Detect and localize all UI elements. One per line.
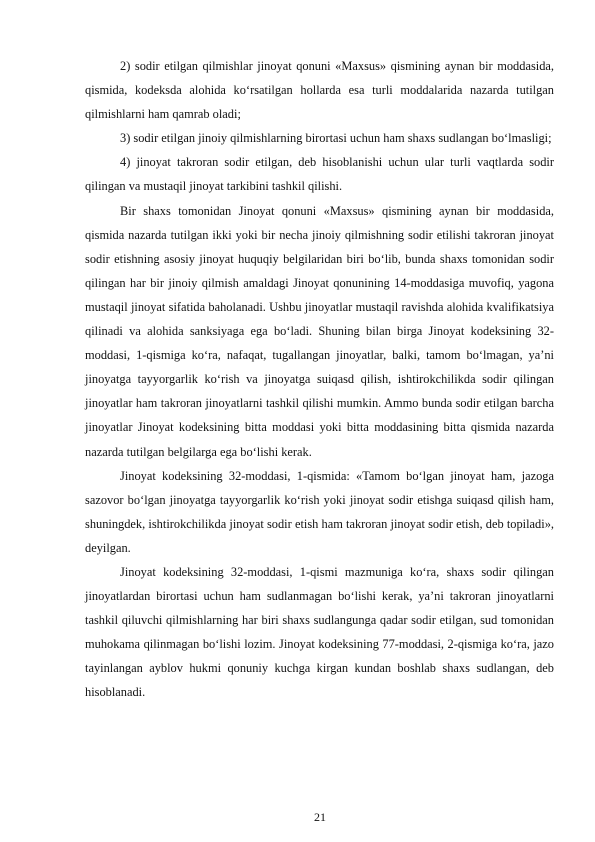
paragraph-item-3: 3) sodir etilgan jinoiy qilmishlarning birortasi uchun ham shaxs sudlangan bo‘lmasligi; — [120, 131, 552, 146]
paragraph-repeat-crime-features: Bir shaxs tomonidan Jinoyat qonuni «Maxsus» qismining aynan bir moddasida, qismida nazarda tutilgan ikki yoki bir necha jinoiy qilmishning sodir etilishi takroran jinoyat sodir etishning asosiy jinoyat huquqiy belgilaridan biri bo‘lib, bunda shaxs tomonidan sodir qilingan har bir jinoiy qilmish amaldagi Jinoyat qonunining 14-moddasiga muvofiq, yagona mustaqil jinoyat sifatida baholanadi. Ushbu jinoyatlar mustaqil ravishda alohida kvalifikatsiya qilinadi va alohida sanksiyaga ega bo‘ladi. Shuning bilan birga Jinoyat kodeksining 32-moddasi, 1-qismiga ko‘ra, nafaqat, tugallangan jinoyatlar, balki, tamom bo‘lmagan, ya’ni jinoyatga tayyorgarlik ko‘rish va jinoyatga suiqasd qilish, ishtirokchilikda sodir qilingan jinoyatlar ham takroran jinoyatlarni tashkil qilishi mumkin. Ammo bunda sodir etilgan barcha jinoyatlar Jinoyat kodeksining bitta moddasi yoki bitta moddasining bitta qismida nazarda nazarda tutilgan belgilarga ega bo‘lishi kerak. — [85, 203, 554, 459]
page-number: 21 — [314, 810, 326, 824]
document-body — [85, 54, 554, 705]
paragraph-article-32-quote: Jinoyat kodeksining 32-moddasi, 1-qismida: «Tamom bo‘lgan jinoyat ham, jazoga sazovor bo‘lgan jinoyatga tayyorgarlik ko‘rish yoki jinoyat sodir etishga suiqasd qilish ham, shuningdek, ishtirokchilikda jinoyat sodir etish ham takroran jinoyat sodir etish, deb topiladi», deyilgan. — [85, 468, 554, 555]
paragraph-item-2: 2) sodir etilgan qilmishlar jinoyat qonuni «Maxsus» qismining aynan bir moddasida, qismida, kodeksda alohida ko‘rsatilgan hollarda esa turli moddalarida nazarda tutilgan qilmishlarni ham qamrab oladi; — [85, 59, 554, 122]
paragraph-article-32-meaning: Jinoyat kodeksining 32-moddasi, 1-qismi mazmuniga ko‘ra, shaxs sodir qilingan jinoyatlardan birortasi uchun ham sudlanmagan bo‘lishi kerak, ya’ni takroran jinoyatlarni tashkil qiluvchi qilmishlarning har biri shaxs sudlangunga qadar sodir etilgan, sud tomonidan muhokama qilinmagan bo‘lishi lozim. Jinoyat kodeksining 77-moddasi, 2-qismiga ko‘ra, jazo tayinlangan ayblov hukmi qonuniy kuchga kirgan kundan boshlab shaxs sudlangan, deb hisoblanadi. — [85, 564, 554, 700]
paragraph-item-4: 4) jinoyat takroran sodir etilgan, deb hisoblanishi uchun ular turli vaqtlarda sodir qilingan va mustaqil jinoyat tarkibini tashkil qilishi. — [85, 155, 554, 194]
